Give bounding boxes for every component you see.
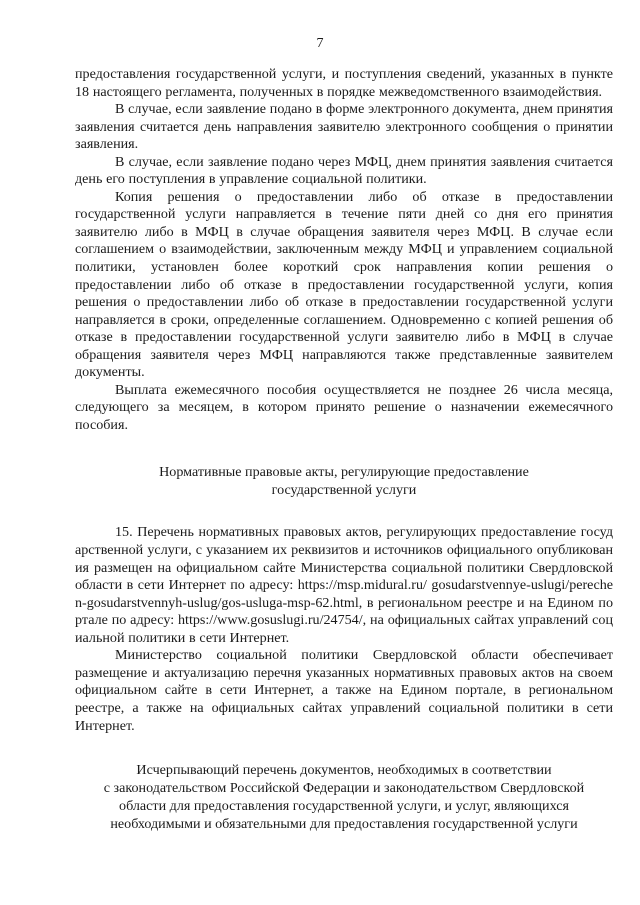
paragraph-continuation: предоставления государственной услуги, и поступления сведений, указанных в пункте 18 настоящего регламента, полученных в порядке межведомственного взаимодействия.: [75, 66, 613, 100]
section-heading-documents-line4: необходимыми и обязательными для предоставления государственной услуги: [110, 816, 578, 833]
section-heading-documents: [75, 761, 613, 833]
paragraph-monthly-payment: Выплата ежемесячного пособия осуществляется не позднее 26 числа месяца, следующего за месяцем, в котором принято решение о назначении ежемесячного пособия.: [75, 381, 613, 433]
paragraph-decision-copy: Копия решения о предоставлении либо об отказе в предоставлении государственной услуги направляется в течение пяти дней со дня его принятия заявителю либо в МФЦ в случае обращения заявителя через МФЦ. В случае если соглашением о взаимодействии, заключенным между МФЦ и управлением социальной политики, установлен более короткий срок направления копии решения о предоставлении либо об отказе в предоставлении государственной услуги, копия решения о предоставлении либо об отказе в предоставлении государственной услуги направляется в сроки, определенные соглашением. Одновременно с копией решения об отказе в предоставлении государственной услуги заявителю либо в МФЦ в случае обращения заявителя через МФЦ направляются также представленные заявителем документы.: [75, 188, 613, 381]
section-heading-legal-acts-line1: Нормативные правовые акты, регулирующие предоставление: [159, 464, 529, 481]
section-heading-documents-line2: с законодательством Российской Федерации и законодательством Свердловской: [103, 780, 585, 797]
section-heading-legal-acts-line2: государственной услуги: [271, 482, 417, 499]
section-heading-documents-line1: Исчерпывающий перечень документов, необходимых в соответствии: [136, 762, 552, 779]
paragraph-mfc-application: В случае, если заявление подано через МФЦ, днем принятия заявления считается день его поступления в управление социальной политики.: [75, 153, 613, 188]
page-number: 7: [316, 36, 324, 51]
document-body: [75, 66, 613, 833]
paragraph-electronic-application: В случае, если заявление подано в форме электронного документа, днем принятия заявления считается день направления заявителю электронного сообщения о принятии заявления.: [75, 101, 613, 153]
section-heading-documents-line3: области для предоставления государственной услуги, и услуг, являющихся: [119, 798, 569, 815]
section-heading-legal-acts: [75, 463, 613, 499]
paragraph-ministry-obligation: Министерство социальной политики Свердловской области обеспечивает размещение и актуализацию перечня указанных нормативных правовых актов на своем официальном сайте в сети Интернет, а также на Едином портале, в региональном реестре, а также на официальных сайтах управлений социальной политики в сети Интернет.: [75, 647, 613, 734]
paragraph-item-15: 15. Перечень нормативных правовых актов, регулирующих предоставление государственной услуги, с указанием их реквизитов и источников официального опубликования размещен на официальном сайте Министерства социальной политики Свердловской области в сети Интернет по адресу: https://msp.midural.ru/ gosudarstvennye-uslugi/perechen-gosudarstvennyh-uslug/gos-usluga-msp-62.html, в региональном реестре и на Едином портале по адресу: https://www.gosuslugi.ru/24754/, на официальных сайтах управлений социальной политики в сети Интернет.: [75, 524, 613, 646]
